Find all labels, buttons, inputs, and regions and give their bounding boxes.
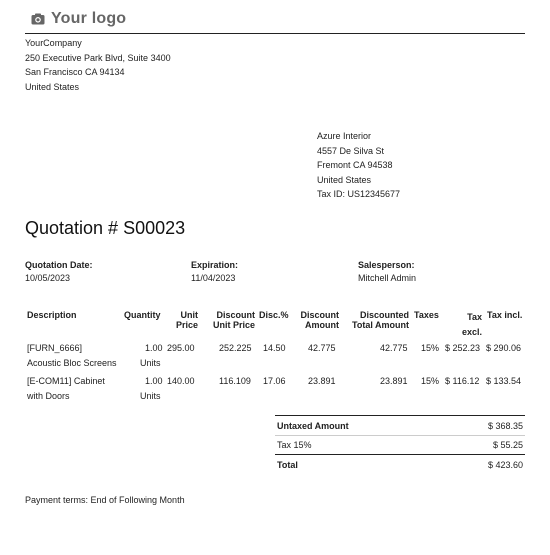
row-quantity: [140, 374, 163, 403]
salesperson-value: Mitchell Admin: [358, 273, 417, 283]
row-uom: Units: [140, 357, 161, 368]
tax-value: $ 55.25: [492, 439, 523, 450]
row-tax-excl: $ 116.12: [445, 376, 480, 386]
row-description-line2: Acoustic Bloc Screens: [27, 357, 117, 368]
row-description-line1: [E-COM11] Cabinet: [27, 376, 105, 386]
salesperson-label: Salesperson:: [358, 260, 415, 270]
row-discount-amount: 23.891: [308, 376, 336, 386]
row-qty-value: 1.00: [145, 376, 163, 386]
row-disc-pct: 14.50: [263, 343, 286, 353]
col-header-discount-unit-price: [205, 310, 255, 330]
untaxed-amount-row: [275, 416, 525, 435]
expiration-value: 11/04/2023: [191, 273, 236, 283]
row-disc-pct: 17.06: [263, 376, 286, 386]
row-discounted-total: 23.891: [380, 376, 408, 386]
row-discount-amount: 42.775: [308, 343, 336, 353]
col-header-quantity: Quantity: [124, 310, 161, 320]
row-qty-value: 1.00: [145, 343, 163, 353]
company-name: YourCompany: [25, 38, 82, 48]
expiration-label: Expiration:: [191, 260, 239, 270]
total-value: $ 423.60: [487, 459, 523, 470]
company-logo: [31, 10, 126, 28]
col-header-tax-excl-line1: Tax: [467, 312, 482, 322]
col-header-tax-incl: Tax incl.: [487, 310, 523, 320]
quotation-date-value: 10/05/2023: [25, 273, 71, 283]
customer-name: Azure Interior: [317, 131, 372, 141]
col-header-taxes: Taxes: [414, 310, 439, 320]
row-tax-incl: $ 290.06: [486, 343, 522, 353]
company-city: San Francisco CA 94134: [25, 67, 125, 77]
payment-terms: Payment terms: End of Following Month: [25, 495, 185, 505]
total-row: [275, 455, 525, 474]
col-header-unit-price-line1: Unit: [180, 310, 198, 320]
row-discounted-total: 42.775: [380, 343, 408, 353]
total-label: Total: [277, 459, 298, 470]
row-description-line1: [FURN_6666]: [27, 343, 83, 353]
col-header-tax-excl: [455, 310, 482, 340]
col-header-discount-unit-line2: Unit Price: [212, 320, 255, 330]
row-description: [27, 374, 105, 403]
tax-label: Tax 15%: [277, 439, 312, 450]
logo-text: Your logo: [51, 10, 127, 27]
col-header-discounted-total-line1: Discounted: [359, 310, 409, 320]
row-unit-price: 295.00: [167, 343, 195, 353]
row-discount-unit-price: 252.225: [219, 343, 252, 353]
col-header-unit-price: [170, 310, 198, 330]
row-uom: Units: [140, 390, 161, 401]
col-header-discount-unit-line1: Discount: [216, 310, 255, 320]
row-taxes: 15%: [421, 343, 440, 353]
row-taxes: 15%: [421, 376, 440, 386]
quotation-date-label: Quotation Date:: [25, 260, 93, 270]
company-address: [25, 36, 171, 94]
company-country: United States: [25, 81, 80, 92]
quotation-date-block: [25, 259, 93, 285]
col-header-tax-excl-line2: excl.: [461, 327, 482, 337]
customer-street: 4557 De Silva St: [317, 145, 385, 156]
col-header-description: Description: [27, 310, 77, 320]
row-unit-price: 140.00: [167, 376, 195, 386]
row-description-line2: with Doors: [27, 390, 70, 401]
col-header-discounted-total-line2: Total Amount: [352, 320, 409, 330]
row-tax-incl: $ 133.54: [486, 376, 522, 386]
customer-city: Fremont CA 94538: [317, 160, 393, 170]
company-street: 250 Executive Park Blvd, Suite 3400: [25, 52, 171, 63]
tax-row: [275, 435, 525, 454]
header-divider: [25, 33, 525, 34]
customer-tax-id: Tax ID: US12345677: [317, 189, 401, 199]
col-header-discounted-total: [347, 310, 409, 330]
row-description: [27, 341, 117, 370]
col-header-unit-price-line2: Price: [175, 320, 198, 330]
page-title: Quotation # S00023: [25, 218, 186, 238]
customer-country: United States: [317, 174, 372, 185]
camera-icon: [31, 13, 45, 25]
col-header-discount-amount: [297, 310, 339, 330]
customer-address: [317, 129, 400, 202]
untaxed-amount-label: Untaxed Amount: [277, 420, 349, 431]
salesperson-block: [358, 259, 416, 285]
row-tax-excl: $ 252.23: [445, 343, 481, 353]
col-header-discount-amount-line1: Discount: [300, 310, 339, 320]
row-quantity: [140, 341, 163, 370]
untaxed-amount-value: $ 368.35: [487, 420, 523, 431]
col-header-disc-pct: Disc.%: [259, 310, 289, 320]
row-discount-unit-price: 116.109: [219, 376, 251, 386]
col-header-discount-amount-line2: Amount: [305, 320, 339, 330]
expiration-block: [191, 259, 238, 285]
